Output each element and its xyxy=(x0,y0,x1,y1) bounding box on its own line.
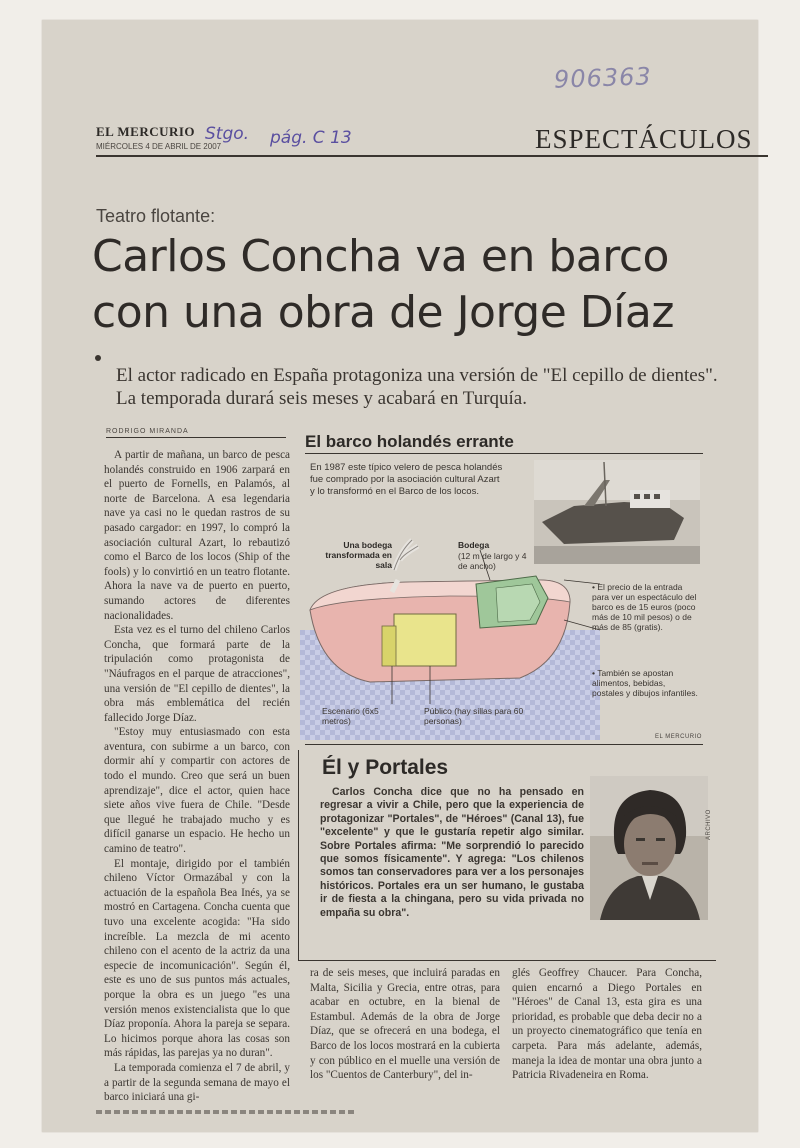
infographic-credit: EL MERCURIO xyxy=(655,734,702,740)
label-escenario: Escenario (6x5 metros) xyxy=(322,706,379,726)
bullet-dot: • xyxy=(592,582,598,592)
paragraph: A partir de mañana, un barco de pesca holandés construido en 1906 zarpará en el puerto de Fornells, en Palamós, al norte de Barcelona. A esa legendaria nave ya casi no le quedan rastros de su pasado cargador: en 1997, lo compró la asociación cultural Azart, lo rebautizó como el Barco de los locos (Ship of the fools) y lo convirtió en un teatro flotante. Ahora la nave va de puerto en puerto, sumando actores de diferentes nacionalidades. xyxy=(104,449,290,622)
section-title: ESPECTÁCULOS xyxy=(535,124,753,154)
kicker: Teatro flotante: xyxy=(96,206,216,226)
paragraph: "Estoy muy entusiasmado con esta aventura, con subirme a un barco, con dormir ahí y compartir con actores de todo el mundo. Creo que será un buen aprendizaje", dice el actor, quien hace siete años vive fuera de Chile. "Desde que llegué he trabajado mucho y es difícil ganarse un espacio. He hecho un camino de teatro". xyxy=(104,726,290,856)
date-line: MIÉRCOLES 4 DE ABRIL DE 2007 xyxy=(96,142,222,151)
dek: El actor radicado en España protagoniza una versión de "El cepillo de dientes". La temporada durará seis meses y acabará en Turquía. xyxy=(116,365,718,409)
paragraph: La temporada comienza el 7 de abril, y a partir de la segunda semana de mayo el barco iniciará una gi- xyxy=(104,1061,290,1104)
bullet-dot: • xyxy=(592,668,598,678)
bullet-dot xyxy=(95,355,101,361)
infographic-bottom-rule xyxy=(305,744,703,745)
food-note-text: También se apostan alimentos, bebidas, postales y dibujos infantiles. xyxy=(592,668,698,698)
label-bodega-dims: (12 m de largo y 4 de ancho) xyxy=(458,551,527,571)
sidebar-box-title: Él y Portales xyxy=(322,756,449,779)
sidebar-box-text: Carlos Concha dice que no ha pensado en regresar a vivir a Chile, pero que la experiencia de protagonizar "Portales", de "Héroes" (Canal 13), fue "excelente" y que le gustaría repetir algo similar. Sobre Portales afirma: "Me sorprendió lo parecido que somos físicamente". Y agrega: "Los chilenos somos tan conservadores para ver a los personajes históricos. Portales era un ser humano, le gustaba ir de fiesta a la chingana, pero su vida privada no empaña su obra". xyxy=(320,786,584,919)
infographic-intro: En 1987 este típico velero de pesca holandés fue comprado por la asociación cultural Azart y lo transformó en el Barco de los locos. xyxy=(310,462,503,497)
archive-stamp-number: 906363 xyxy=(553,62,653,94)
paragraph: El montaje, dirigido por el también chileno Víctor Ormazábal y con la actuación de la española Bea Inés, ya se mostró en Cartagena. Concha cuenta que tuvo una excelente acogida: "Ha sido increíble. La mezcla de mi acento chileno con el acento de la actriz da una especie de incomunicación". Según él, este es uno de sus puntos más actuales, porque la obra es un juego "es una versión menos existencialista que lo que Díaz proponía. Ahora la pareja se separa. Lo hicimos porque ahora las cosas son más rápidas, las parejas ya no duran". xyxy=(104,857,290,1060)
price-note-text: El precio de la entrada para ver un espectáculo del barco es de 15 euros (poco más de 10 mil pesos) o de más de 85 (gratis). xyxy=(592,582,697,632)
paragraph: Esta vez es el turno del chileno Carlos Concha, que formará parte de la tripulación como protagonista de "Náufragos en el parque de atracciones", una versión de "El cepillo de dientes", la obra más emblemática del recién fallecido Jorge Díaz. xyxy=(104,624,290,724)
side-note-food xyxy=(592,668,698,698)
bottom-print-strip xyxy=(96,1110,356,1114)
headline-line-1: Carlos Concha va en barco xyxy=(92,231,669,282)
label-bodega-title: Bodega xyxy=(458,540,490,550)
handwritten-source: Stgo. xyxy=(205,124,250,144)
label-bodega-sala: Una bodega transformada en sala xyxy=(325,540,392,570)
article-column-3 xyxy=(512,966,702,1082)
handwritten-page: pág. C 13 xyxy=(270,128,352,148)
infographic-rule xyxy=(305,453,703,454)
paragraph: glés Geoffrey Chaucer. Para Concha, quien encarnó a Diego Portales en "Héroes" de Canal 13, esta gira es una prioridad, es probable que deba decir no a un proyecto cinematográfico que tenía en carpeta. Para más adelante, además, maneja la idea de montar una obra junto a Patricia Rivadeneira en Roma. xyxy=(512,967,702,1082)
article-column-1 xyxy=(104,448,290,1104)
byline-rule xyxy=(106,437,286,438)
newspaper-name: EL MERCURIO xyxy=(96,124,196,139)
sidebar-box-bottom-rule xyxy=(298,960,716,961)
label-publico: Público (hay sillas para 60 personas) xyxy=(424,706,524,726)
byline: RODRIGO MIRANDA xyxy=(106,428,189,435)
paragraph: ra de seis meses, que incluirá paradas en Malta, Sicilia y Grecia, entre otras, para acabar en octubre, en la bienal de Estambul. Además de la obra de Jorge Díaz, que se ofrecerá en una bodega, el Barco de los locos mostrará en la cubierta y con público en el muelle una versión de los "Cuentos de Canterbury", del in- xyxy=(310,967,500,1082)
photo-credit: ARCHIVO xyxy=(706,809,712,840)
infographic-title: El barco holandés errante xyxy=(305,432,514,451)
headline-line-2: con una obra de Jorge Díaz xyxy=(92,287,674,338)
masthead-rule xyxy=(96,155,768,157)
article-column-2 xyxy=(310,966,500,1082)
side-note-price xyxy=(592,582,698,632)
actor-portrait-photo xyxy=(590,776,708,920)
